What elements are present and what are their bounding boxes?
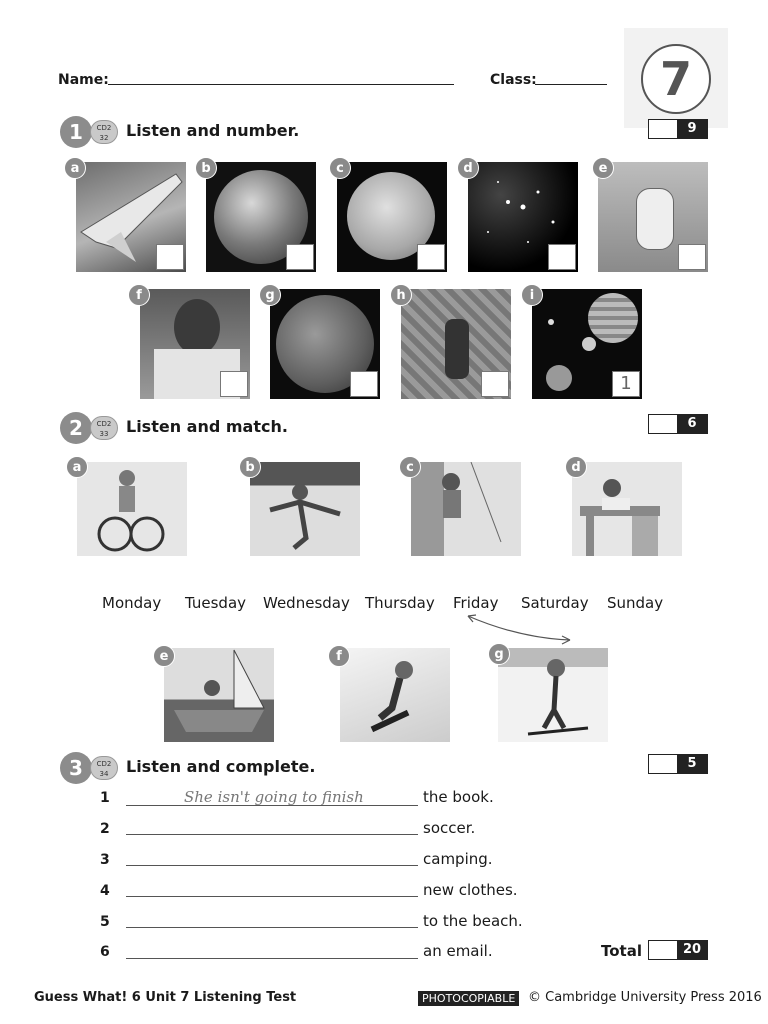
- cd-icon: CD2 33: [90, 416, 118, 440]
- sentence-ending: camping.: [423, 850, 493, 868]
- sentence-ending: to the beach.: [423, 912, 523, 930]
- answer-box[interactable]: [678, 244, 706, 270]
- sentence-ending: an email.: [423, 942, 493, 960]
- picture-letter: g: [488, 643, 510, 665]
- boy-climbing-picture: [411, 462, 521, 556]
- total-label: Total: [601, 942, 642, 960]
- photo-letter: f: [128, 284, 150, 306]
- answer-box[interactable]: [286, 244, 314, 270]
- section-number: 1: [60, 116, 92, 148]
- picture-letter: f: [328, 645, 350, 667]
- row-number: 2: [100, 821, 110, 837]
- section-2-title: Listen and match.: [126, 417, 288, 436]
- answer-line[interactable]: [126, 865, 418, 866]
- sentence-ending: the book.: [423, 788, 494, 806]
- day-wednesday: Wednesday: [263, 594, 350, 612]
- answer-line[interactable]: [126, 896, 418, 897]
- example-answer: She isn't going to finish: [184, 788, 364, 806]
- answer-box[interactable]: [417, 244, 445, 270]
- answer-box[interactable]: [548, 244, 576, 270]
- section-number: 3: [60, 752, 92, 784]
- day-saturday: Saturday: [521, 594, 589, 612]
- space-shuttle-photo: [76, 162, 186, 272]
- row-number: 6: [100, 944, 110, 960]
- picture-letter: a: [66, 456, 88, 478]
- mars-photo: [270, 289, 380, 399]
- boy-snowboarding-picture: [340, 648, 450, 742]
- answer-line[interactable]: [126, 958, 418, 959]
- photo-letter: c: [329, 157, 351, 179]
- moon-photo: [337, 162, 447, 272]
- boy-sailing-picture: [164, 648, 274, 742]
- sentence-ending: soccer.: [423, 819, 476, 837]
- name-field[interactable]: [108, 84, 454, 85]
- day-tuesday: Tuesday: [185, 594, 247, 612]
- planets-photo: [532, 289, 642, 399]
- day-thursday: Thursday: [365, 594, 435, 612]
- section-number: 2: [60, 412, 92, 444]
- picture-letter: d: [565, 456, 587, 478]
- boy-reading-at-desk-picture: [572, 462, 682, 556]
- answer-line[interactable]: [126, 805, 418, 806]
- section-1-title: Listen and number.: [126, 121, 300, 140]
- section-3-badge: [60, 752, 120, 784]
- answer-box[interactable]: [350, 371, 378, 397]
- footer-title: Guess What! 6 Unit 7 Listening Test: [34, 990, 297, 1005]
- day-monday: Monday: [102, 594, 162, 612]
- answer-box[interactable]: [481, 371, 509, 397]
- answer-line[interactable]: [126, 834, 418, 835]
- girl-ice-skating-picture: [250, 462, 360, 556]
- answer-box[interactable]: [156, 244, 184, 270]
- astronaut-woman-photo: [140, 289, 250, 399]
- row-number: 1: [100, 790, 110, 806]
- section-3-title: Listen and complete.: [126, 757, 316, 776]
- section-2-badge: [60, 412, 120, 444]
- photo-letter: d: [457, 157, 479, 179]
- row-number: 5: [100, 914, 110, 930]
- section-1-badge: [60, 116, 120, 148]
- sentence-ending: new clothes.: [423, 881, 518, 899]
- photo-letter: b: [195, 157, 217, 179]
- section-3-score-box[interactable]: 5: [648, 754, 708, 774]
- class-field[interactable]: [535, 84, 607, 85]
- copyright: © Cambridge University Press 2016: [528, 990, 762, 1005]
- picture-letter: b: [239, 456, 261, 478]
- cd-icon: CD2 32: [90, 120, 118, 144]
- cd-icon: CD2 34: [90, 756, 118, 780]
- space-station-interior-photo: [401, 289, 511, 399]
- photo-letter: a: [64, 157, 86, 179]
- photo-letter: i: [521, 284, 543, 306]
- picture-letter: c: [399, 456, 421, 478]
- row-number: 3: [100, 852, 110, 868]
- answer-box[interactable]: 1: [612, 371, 640, 397]
- class-label: Class:: [490, 72, 537, 88]
- total-score-box[interactable]: 20: [648, 940, 708, 960]
- girl-skiing-picture: [498, 648, 608, 742]
- match-line-example: [464, 610, 576, 646]
- answer-box[interactable]: [220, 371, 248, 397]
- picture-letter: e: [153, 645, 175, 667]
- earth-photo: [206, 162, 316, 272]
- photo-letter: h: [390, 284, 412, 306]
- section-1-score-box[interactable]: 9: [648, 119, 708, 139]
- photocopiable-badge: PHOTOCOPIABLE: [418, 991, 519, 1006]
- answer-line[interactable]: [126, 927, 418, 928]
- day-sunday: Sunday: [607, 594, 664, 612]
- boy-cycling-picture: [77, 462, 187, 556]
- row-number: 4: [100, 883, 110, 899]
- unit-number: 7: [641, 44, 711, 114]
- photo-letter: g: [259, 284, 281, 306]
- day-friday: Friday: [453, 594, 499, 612]
- section-2-score-box[interactable]: 6: [648, 414, 708, 434]
- astronaut-spacewalk-photo: [598, 162, 708, 272]
- name-label: Name:: [58, 72, 109, 88]
- stars-photo: [468, 162, 578, 272]
- photo-letter: e: [592, 157, 614, 179]
